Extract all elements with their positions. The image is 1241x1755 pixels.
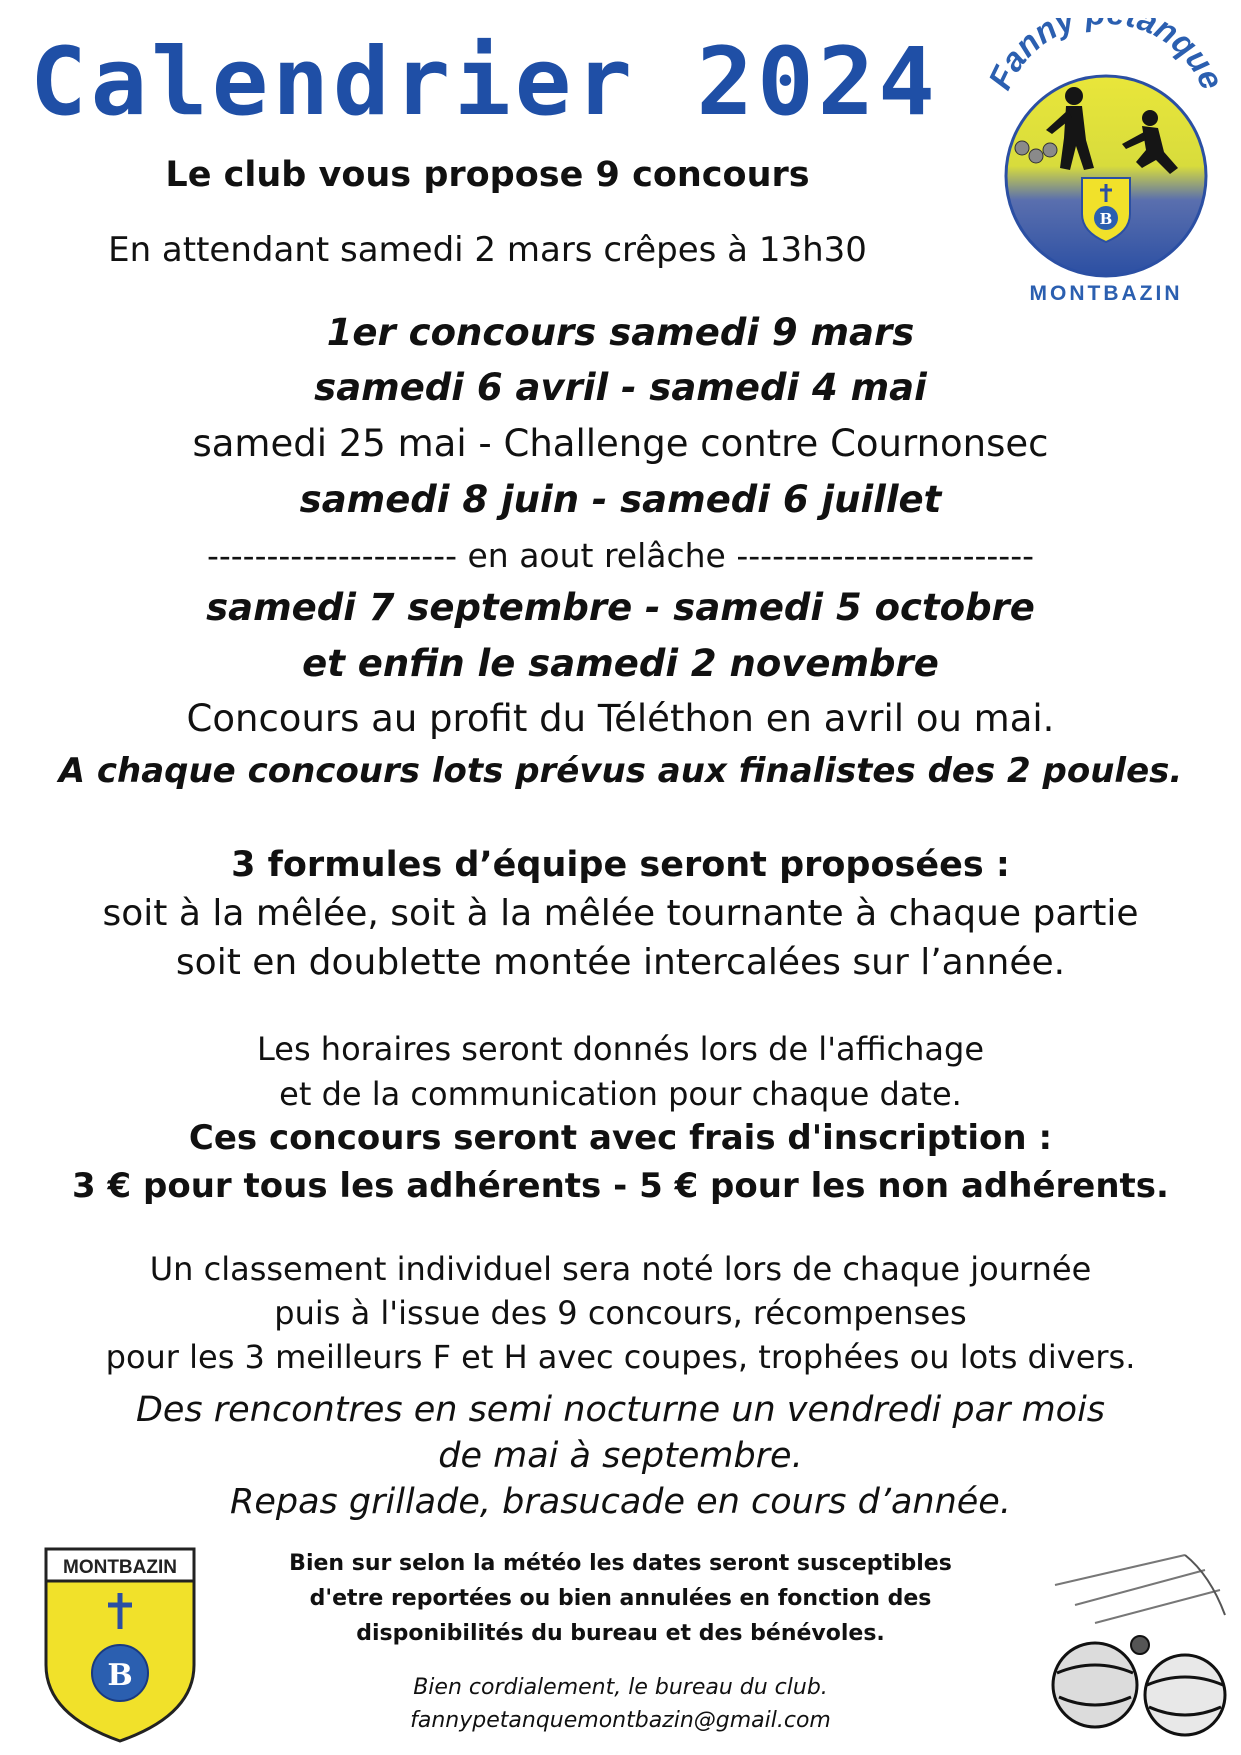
schedule-line-2: samedi 6 avril - samedi 4 mai (314, 366, 927, 409)
hours-info-line-2: et de la communication pour chaque date. (279, 1075, 962, 1113)
schedule-line-6: et enfin le samedi 2 novembre (302, 642, 939, 685)
weather-notice-line-2: d'etre reportées ou bien annulées en fonction des (309, 1586, 932, 1611)
formulas-line-1: soit à la mêlée, soit à la mêlée tournante à chaque partie (102, 893, 1139, 934)
telethon-line: Concours au profit du Téléthon en avril ou mai. (186, 697, 1055, 740)
petanque-balls-illustration (1035, 1545, 1235, 1750)
montbazin-crest (42, 1545, 198, 1745)
logo-town: MONTBAZIN (1029, 282, 1183, 305)
august-break-separator: --------------------- en aout relâche ------------------------- (206, 536, 1035, 575)
ranking-line-1: Un classement individuel sera noté lors de chaque journée (149, 1250, 1092, 1288)
ranking-line-2: puis à l'issue des 9 concours, récompenses (274, 1294, 967, 1332)
events-line-3: Repas grillade, brasucade en cours d’année. (230, 1482, 1011, 1522)
crepes-announcement: En attendant samedi 2 mars crêpes à 13h30 (108, 230, 867, 270)
formulas-line-2: soit en doublette montée intercalées sur l’année. (175, 942, 1066, 983)
fees-heading: Ces concours seront avec frais d'inscription : (188, 1118, 1053, 1158)
schedule-line-4: samedi 8 juin - samedi 6 juillet (299, 478, 942, 521)
page-title: Calendrier 2024 (30, 28, 939, 137)
contact-email[interactable]: fannypetanquemontbazin@gmail.com (410, 1708, 831, 1733)
hours-info-line-1: Les horaires seront donnés lors de l'affichage (256, 1030, 985, 1068)
schedule-line-3: samedi 25 mai - Challenge contre Cournonsec (192, 422, 1049, 465)
prizes-line: A chaque concours lots prévus aux finalistes des 2 poules. (58, 751, 1183, 791)
club-logo (982, 18, 1230, 308)
ranking-line-3: pour les 3 meilleurs F et H avec coupes, trophées ou lots divers. (105, 1338, 1136, 1376)
logo-club-name: Fanny anque (982, 18, 1230, 95)
subtitle: Le club vous propose 9 concours (165, 155, 810, 195)
weather-notice-line-3: disponibilités du bureau et des bénévoles. (356, 1621, 885, 1646)
signature: Bien cordialement, le bureau du club. (413, 1675, 828, 1700)
fees-details: 3 € pour tous les adhérents - 5 € pour les non adhérents. (72, 1166, 1169, 1206)
crest-letter: B (107, 1658, 133, 1693)
schedule-line-1: 1er concours samedi 9 mars (326, 311, 915, 354)
events-line-1: Des rencontres en semi nocturne un vendredi par mois (135, 1390, 1106, 1430)
crest-town: MONTBAZIN (63, 1557, 177, 1578)
weather-notice-line-1: Bien sur selon la météo les dates seront susceptibles (289, 1551, 952, 1576)
events-line-2: de mai à septembre. (438, 1436, 803, 1476)
logo-crest-letter: B (1099, 210, 1113, 228)
schedule-line-5: samedi 7 septembre - samedi 5 octobre (206, 586, 1035, 629)
formulas-heading: 3 formules d’équipe seront proposées : (231, 845, 1010, 885)
